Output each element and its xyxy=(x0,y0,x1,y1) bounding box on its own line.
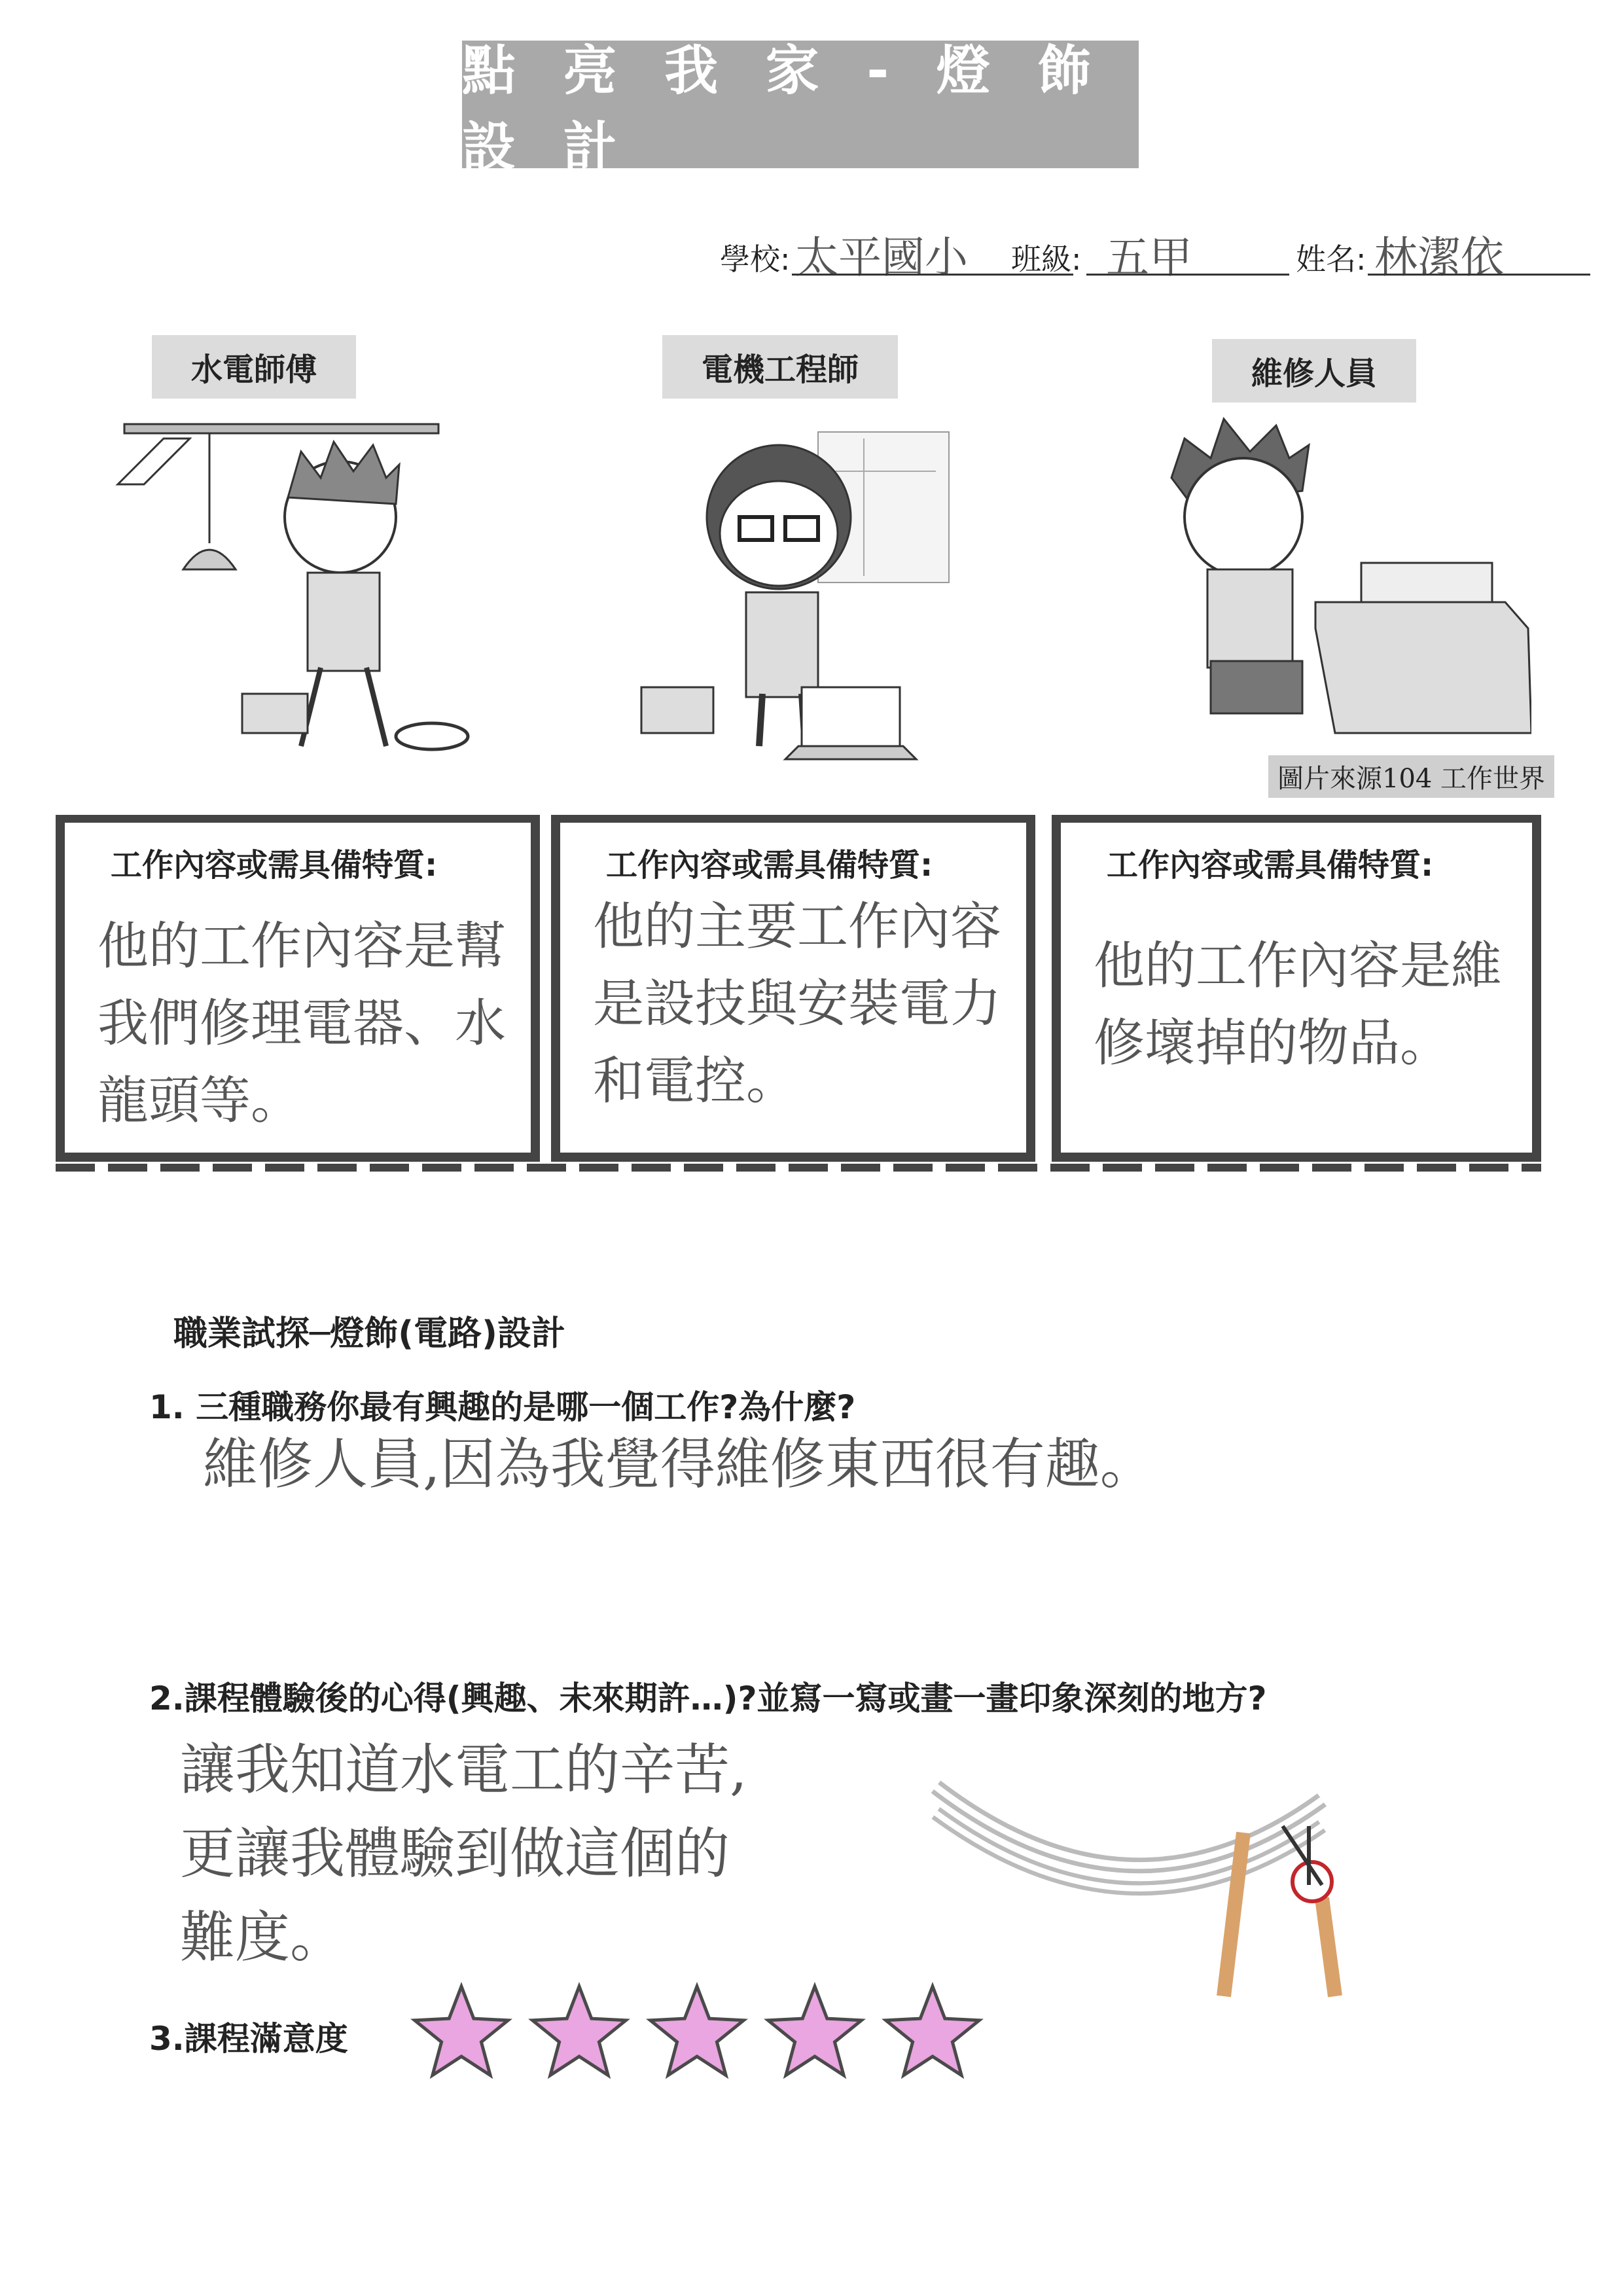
school-value: 太平國小 xyxy=(795,232,968,283)
section-title: 職業試探─燈飾(電路)設計 xyxy=(173,1314,565,1354)
question-2: 2.課程體驗後的心得(興趣、未來期許…)?並寫一寫或畫一畫印象深刻的地方? xyxy=(149,1679,1267,1717)
card-bottom-border xyxy=(56,1164,1541,1172)
card-engineer xyxy=(551,815,1035,1162)
image-credit: 圖片來源104 工作世界 xyxy=(1268,755,1554,798)
star-icon xyxy=(533,1986,626,2075)
electrician-illustration xyxy=(105,406,497,772)
card-plumber xyxy=(56,815,540,1162)
star-icon xyxy=(415,1986,508,2075)
answer-1: 維修人員,因為我覺得維修東西很有趣。 xyxy=(203,1432,1155,1496)
star-icon xyxy=(886,1986,980,2075)
card-heading: 工作內容或需具備特質: xyxy=(1107,847,1434,884)
student-info-row xyxy=(720,223,1597,288)
satisfaction-rating xyxy=(406,1977,995,2088)
star-icon xyxy=(651,1986,744,2075)
question-3: 3.課程滿意度 xyxy=(149,2020,348,2058)
name-label: 姓名: xyxy=(1296,242,1366,277)
name-underline xyxy=(1368,274,1590,276)
card-heading: 工作內容或需具備特質: xyxy=(111,847,438,884)
star-icon xyxy=(768,1986,862,2075)
card-repair xyxy=(1052,815,1541,1162)
card-answer: 他的工作內容是維修壞掉的物品。 xyxy=(1094,937,1503,1073)
wire-drawing xyxy=(916,1767,1387,2003)
page-title-banner xyxy=(462,39,1139,179)
page-title: 點 亮 我 家 - 燈 飾 設 計 xyxy=(462,39,1106,179)
class-underline xyxy=(1086,274,1289,276)
answer-2: 讓我知道水電工的辛苦,更讓我體驗到做這個的難度。 xyxy=(180,1738,747,1969)
role-tag-engineer: 電機工程師 xyxy=(662,335,898,399)
class-label: 班級: xyxy=(1011,242,1082,277)
card-answer: 他的主要工作內容是設技與安裝電力和電控。 xyxy=(593,897,1002,1111)
school-label: 學校: xyxy=(720,242,791,277)
engineer-illustration xyxy=(628,419,995,772)
repair-technician-illustration xyxy=(1152,406,1531,746)
question-1: 1. 三種職務你最有興趣的是哪一個工作?為什麼? xyxy=(149,1388,856,1426)
role-tag-plumber: 水電師傅 xyxy=(152,335,356,399)
card-answer: 他的工作內容是幫我們修理電器、水龍頭等。 xyxy=(98,917,507,1130)
card-heading: 工作內容或需具備特質: xyxy=(606,847,933,884)
class-value: 五甲 xyxy=(1106,232,1192,283)
role-tag-repair: 維修人員 xyxy=(1212,339,1416,403)
name-value: 林潔依 xyxy=(1374,232,1504,283)
